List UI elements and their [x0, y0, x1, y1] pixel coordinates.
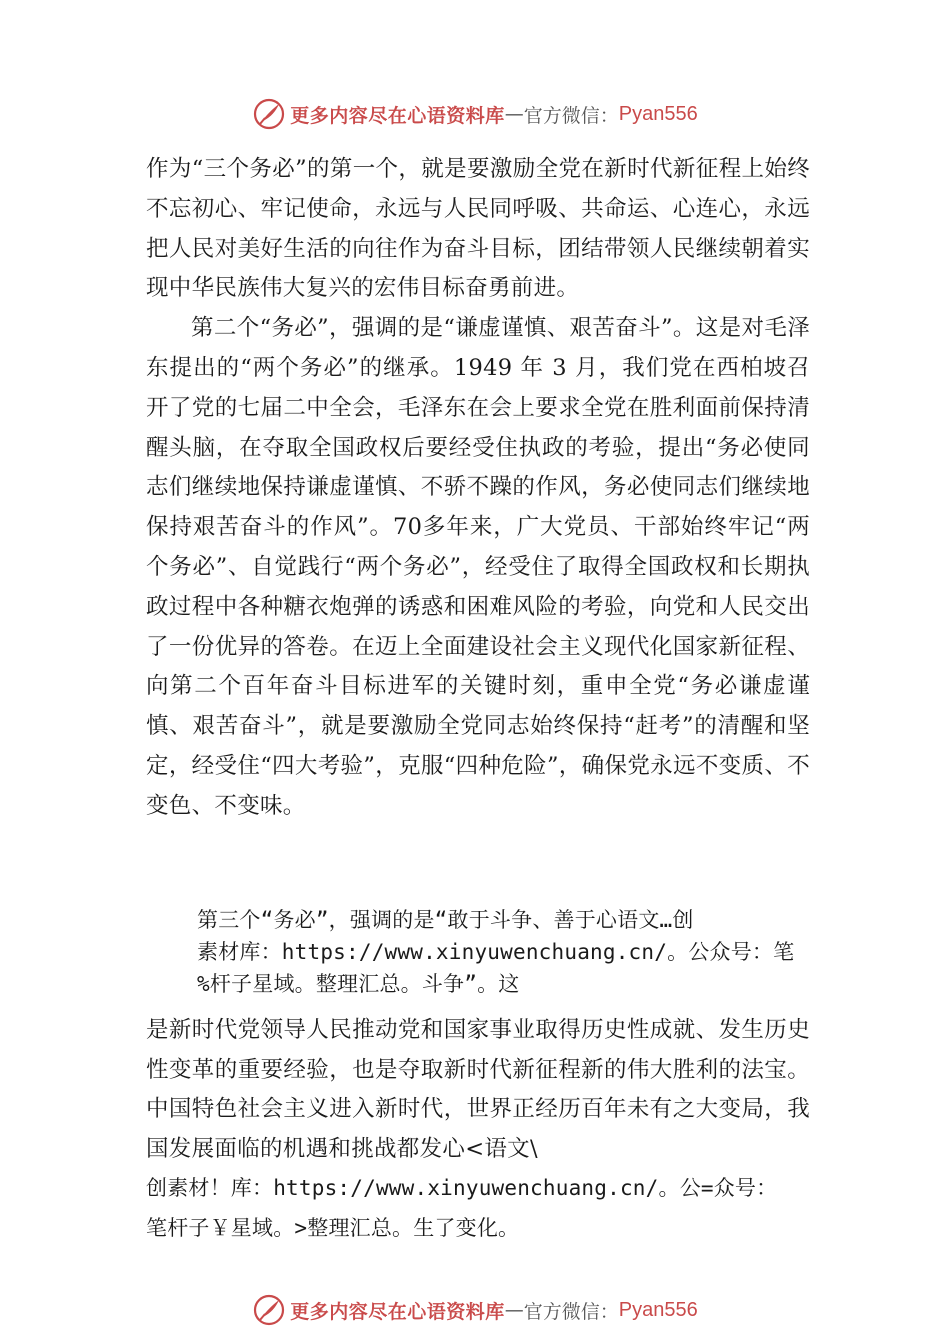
feather-seal-icon — [252, 1293, 286, 1327]
paragraph-5-line-2: 笔杆子￥星域。>整理汇总。生了变化。 — [146, 1215, 520, 1240]
document-body — [146, 150, 810, 827]
paragraph-3-line-2: 素材库：https://www.xinyuwenchuang.cn/。公众号：笔 — [197, 940, 795, 964]
header-brand: 更多内容尽在心语资料库 — [290, 104, 505, 127]
header-wechat-label: 官方微信： — [523, 104, 619, 127]
footer-brand: 更多内容尽在心语资料库 — [290, 1300, 505, 1323]
footer-wechat-account: Pyan556 — [618, 1298, 698, 1321]
paragraph-4: 是新时代党领导人民推动党和国家事业取得历史性成就、发生历史性变革的重要经验，也是夺取新时代新征程新的伟大胜利的法宝。中国特色社会主义进入新时代，世界正经历百年未有之大变局，我国发展面临的机遇和挑战都发心<语文\ — [146, 1017, 810, 1162]
footer-watermark — [0, 1290, 950, 1330]
footer-wechat-label: 官方微信： — [523, 1300, 619, 1323]
paragraph-1: 作为“三个务必”的第一个，就是要激励全党在新时代新征程上始终不忘初心、牢记使命，永远与人民同呼吸、共命运、心连心，永远把人民对美好生活的向往作为奋斗目标，团结带领人民继续朝着实现中华民族伟大复兴的宏伟目标奋勇前进。 — [146, 156, 810, 302]
paragraph-5-line-1: 创素材！库：https://www.xinyuwenchuang.cn/。公=众号： — [146, 1176, 778, 1200]
paragraph-3-line-3: %杆子星域。整理汇总。斗争”。这 — [197, 972, 520, 996]
paragraph-3-line-1: 第三个“务必”，强调的是“敢于斗争、善于心语文…创 — [197, 908, 694, 932]
feather-seal-icon — [252, 97, 286, 131]
document-body-continued — [146, 1011, 810, 1248]
header-watermark — [0, 94, 950, 134]
paragraph-2: 第二个“务必”，强调的是“谦虚谨慎、艰苦奋斗”。这是对毛泽东提出的“两个务必”的继承。1949 年 3 月，我们党在西柏坡召开了党的七届二中全会，毛泽东在会上要求全党在胜利面前保持清醒头脑，在夺取全国政权后要经受住执政的考验，提出“务必使同志们继续地保持谦虚谨慎、不骄不躁的作风，务必使同志们继续地保持艰苦奋斗的作风”。70多年来，广大党员、干部始终牢记“两个务必”、自觉践行“两个务必”，经受住了取得全国政权和长期执政过程中各种糖衣炮弹的诱惑和困难风险的考验，向党和人民交出了一份优异的答卷。在迈上全面建设社会主义现代化国家新征程、向第二个百年奋斗目标进军的关键时刻，重申全党“务必谦虚谨慎、艰苦奋斗”，就是要激励全党同志始终保持“赶考”的清醒和坚定，经受住“四大考验”，克服“四种危险”，确保党永远不变质、不变色、不变味。 — [146, 315, 810, 819]
header-dash: — — [504, 103, 524, 125]
header-wechat-account: Pyan556 — [618, 102, 698, 125]
footer-dash: — — [504, 1299, 524, 1321]
paragraph-3-with-inserted-ad — [197, 904, 837, 1000]
